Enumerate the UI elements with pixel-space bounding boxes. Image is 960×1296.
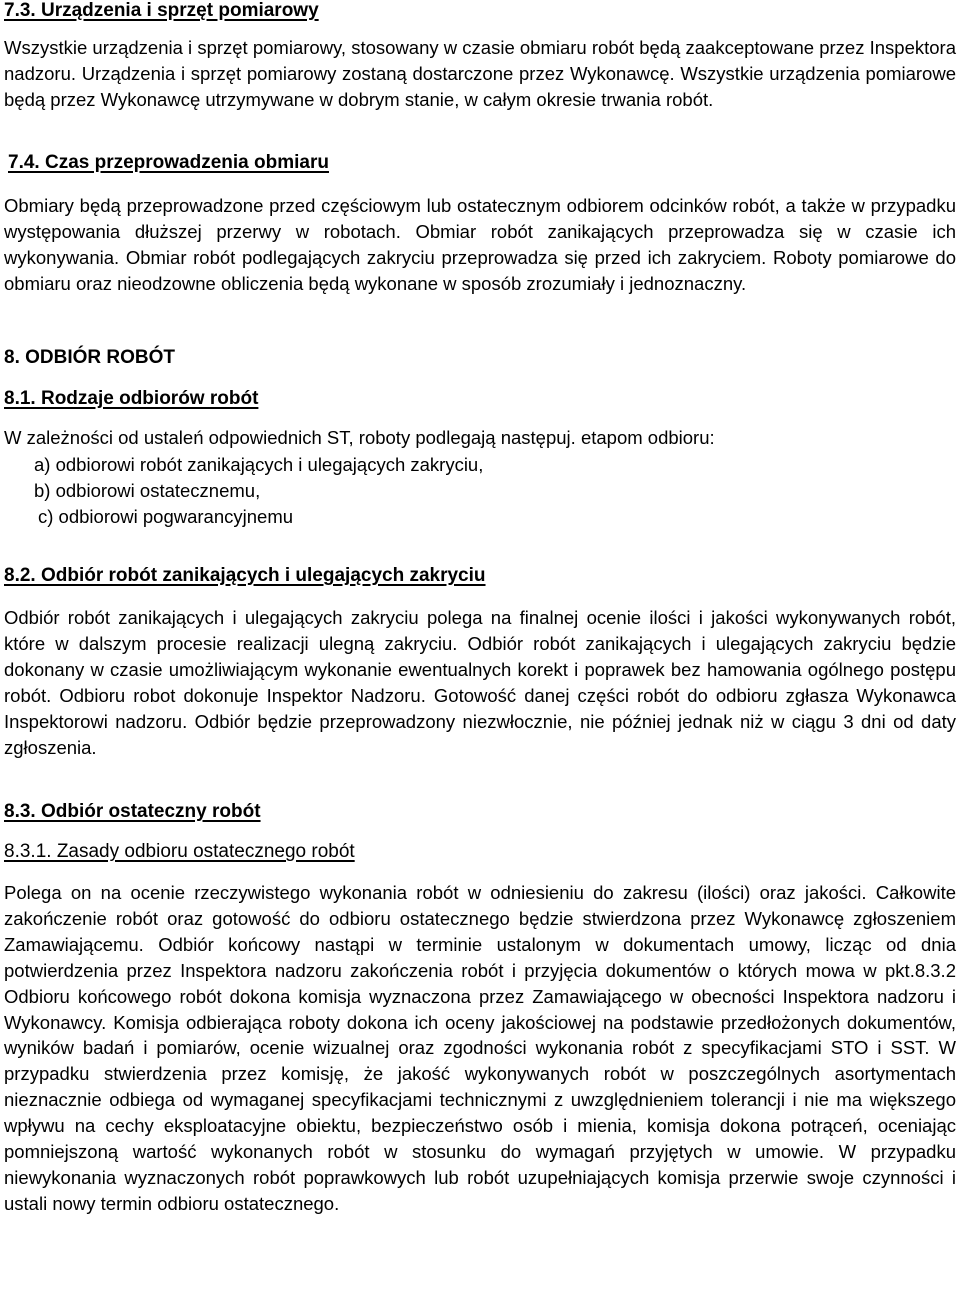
paragraph-8-2: Odbiór robót zanikających i ulegających zakryciu polega na finalnej ocenie ilości i jakości wykonywanych robót, które w dalszym procesie realizacji ulegną zakryciu. Odbiór robót zanikających i ulegających zakryciu będzie dokonany w czasie umożliwiającym wykonanie ewentualnych korekt i poprawek bez hamowania ogólnego postępu robót. Odbioru robot dokonuje Inspektor Nadzoru. Gotowość danej części robót do odbioru zgłasza Wykonawca Inspektorowi nadzoru. Odbiór będzie przeprowadzony niezwłocznie, nie później jednak niż w ciągu 3 dni od daty zgłoszenia. bbox=[4, 607, 956, 758]
paragraph-8-1-intro: W zależności od ustaleń odpowiednich ST, roboty podlegają następuj. etapom odbioru: bbox=[4, 427, 715, 448]
list-item: a) odbiorowi robót zanikających i ulegających zakryciu, bbox=[34, 454, 484, 475]
paragraph-7-3: Wszystkie urządzenia i sprzęt pomiarowy, stosowany w czasie obmiaru robót będą zaakceptowane przez Inspektora nadzoru. Urządzenia i sprzęt pomiarowy zostaną dostarczone przez Wykonawcę. Wszystkie urządzenia pomiarowe będą przez Wykonawcę utrzymywane w dobrym stanie, w całym okresie trwania robót. bbox=[4, 37, 956, 110]
paragraph-8-3-1: Polega on na ocenie rzeczywistego wykonania robót w odniesieniu do zakresu (ilości) oraz jakości. Całkowite zakończenie robót oraz gotowość do odbioru ostatecznego będzie stwierdzona przez Wykonawcę zgłoszeniem Zamawiającemu. Odbiór końcowy nastąpi w terminie ustalonym w dokumentach umowy, licząc od dnia potwierdzenia przez Inspektora nadzoru zakończenia robót i przyjęcia dokumentów o których mowa w pkt.8.3.2 Odbioru końcowego robót dokona komisja wyznaczona przez Zamawiającego w obecności Inspektora nadzoru i Wykonawcy. Komisja odbierająca roboty dokona ich oceny jakościowej na podstawie przedłożonych dokumentów, wyników badań i pomiarów, ocenie wizualnej oraz zgodności wykonania robót z specyfikacjami STO i SST. W przypadku stwierdzenia przez komisję, że jakość wykonywanych robót w poszczególnych asortymentach nieznacznie odbiega od wymaganej specyfikacjami technicznymi z uwzględnieniem tolerancji i nie ma większego wpływu na cechy eksploatacyjne obiektu, bezpieczeństwo osób i mienia, komisja dokona potrąceń, oceniając pomniejszoną wartość wykonanych robót w stosunku do wymagań przyjętych w umowie. W przypadku niewykonania wyznaczonych robót poprawkowych lub robót uzupełniających komisja przerwie swoje czynności i ustali nowy termin odbioru ostatecznego. bbox=[4, 882, 956, 1214]
heading-7-3: 7.3. Urządzenia i sprzęt pomiarowy bbox=[4, 0, 319, 21]
heading-8-1: 8.1. Rodzaje odbiorów robót bbox=[4, 388, 259, 409]
paragraph-7-4: Obmiary będą przeprowadzone przed częściowym lub ostatecznym odbiorem odcinków robót, a także w przypadku występowania dłuższej przerwy w robotach. Obmiar robót zanikających przeprowadza się w czasie ich wykonywania. Obmiar robót podlegających zakryciu przeprowadza się przed ich zakryciem. Roboty pomiarowe do obmiaru oraz nieodzowne obliczenia będą wykonane w sposób zrozumiały i jednoznaczny. bbox=[4, 195, 956, 294]
heading-7-4: 7.4. Czas przeprowadzenia obmiaru bbox=[8, 152, 329, 173]
heading-8: 8. ODBIÓR ROBÓT bbox=[4, 347, 176, 368]
odbior-list bbox=[34, 452, 960, 530]
heading-8-2: 8.2. Odbiór robót zanikających i ulegających zakryciu bbox=[4, 565, 486, 586]
list-item: b) odbiorowi ostatecznemu, bbox=[34, 479, 261, 501]
list-item: c) odbiorowi pogwarancyjnemu bbox=[38, 505, 294, 527]
heading-8-3-1: 8.3.1. Zasady odbioru ostatecznego robót bbox=[4, 841, 355, 862]
heading-8-3: 8.3. Odbiór ostateczny robót bbox=[4, 801, 261, 822]
